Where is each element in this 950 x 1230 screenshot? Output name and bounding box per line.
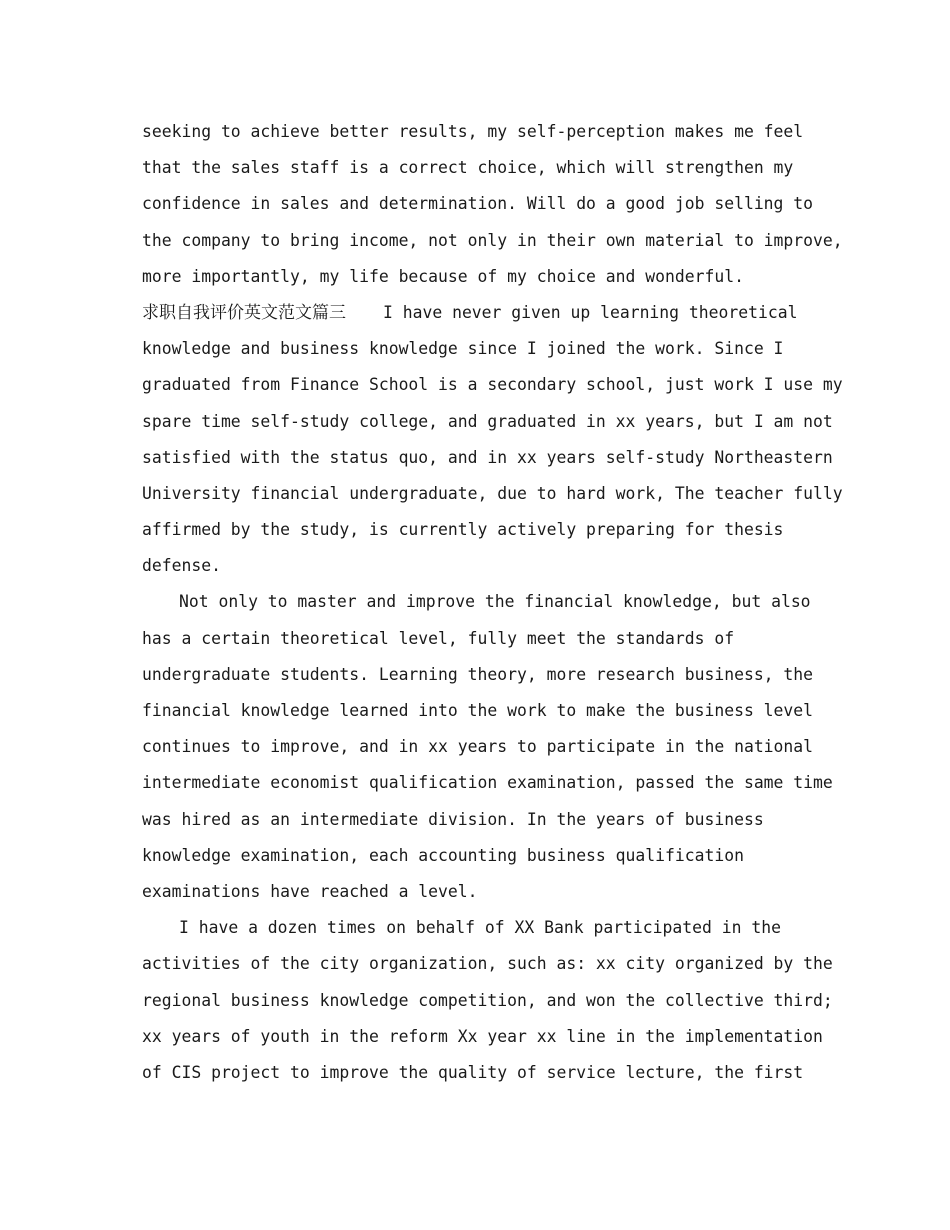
text-line: activities of the city organization, such as: xx city organized by the [142, 954, 833, 974]
text-line: xx years of youth in the reform Xx year xx line in the implementation [142, 1026, 823, 1046]
paragraph-1 [142, 114, 843, 295]
text-line: knowledge and business knowledge since I joined the work. Since I [142, 339, 784, 359]
text-line: I have a dozen times on behalf of XX Bank participated in the [179, 918, 781, 938]
paragraph-4 [142, 910, 833, 1091]
text-line: continues to improve, and in xx years to participate in the national [142, 737, 814, 757]
text-line: of CIS project to improve the quality of service lecture, the first [142, 1062, 804, 1082]
document-body [142, 114, 843, 1091]
text-line: Not only to master and improve the financial knowledge, but also [179, 592, 811, 612]
text-line [142, 295, 822, 331]
text-line: confidence in sales and determination. Will do a good job selling to [142, 194, 814, 214]
text-line: graduated from Finance School is a secondary school, just work I use my [142, 375, 843, 395]
paragraph-2-first-line: I have never given up learning theoretical [383, 302, 798, 322]
text-line: regional business knowledge competition, and won the collective third; [142, 990, 833, 1010]
text-line: undergraduate students. Learning theory, more research business, the [142, 664, 814, 684]
text-line: spare time self-study college, and graduated in xx years, but I am not [142, 411, 833, 431]
text-line: has a certain theoretical level, fully meet the standards of [142, 628, 735, 648]
text-line: was hired as an intermediate division. In the years of business [142, 809, 764, 829]
text-line: seeking to achieve better results, my self-perception makes me feel [142, 122, 804, 141]
text-line: intermediate economist qualification examination, passed the same time [142, 773, 833, 793]
text-line: more importantly, my life because of my choice and wonderful. [142, 266, 744, 286]
text-line: financial knowledge learned into the work to make the business level [142, 701, 814, 720]
section-heading: 求职自我评价英文范文篇三 [142, 302, 346, 323]
paragraph-3 [142, 584, 833, 910]
text-line: University financial undergraduate, due to hard work, The teacher fully [142, 483, 843, 503]
text-line: affirmed by the study, is currently actively preparing for thesis [142, 520, 784, 540]
text-line: the company to bring income, not only in their own material to improve, [142, 230, 843, 250]
text-line: defense. [142, 556, 221, 576]
text-line: satisfied with the status quo, and in xx years self-study Northeastern [142, 447, 833, 467]
text-line: knowledge examination, each accounting business qualification [142, 845, 744, 865]
text-line: that the sales staff is a correct choice, which will strengthen my [142, 158, 794, 178]
paragraph-2 [142, 295, 843, 585]
text-line: examinations have reached a level. [142, 881, 478, 901]
